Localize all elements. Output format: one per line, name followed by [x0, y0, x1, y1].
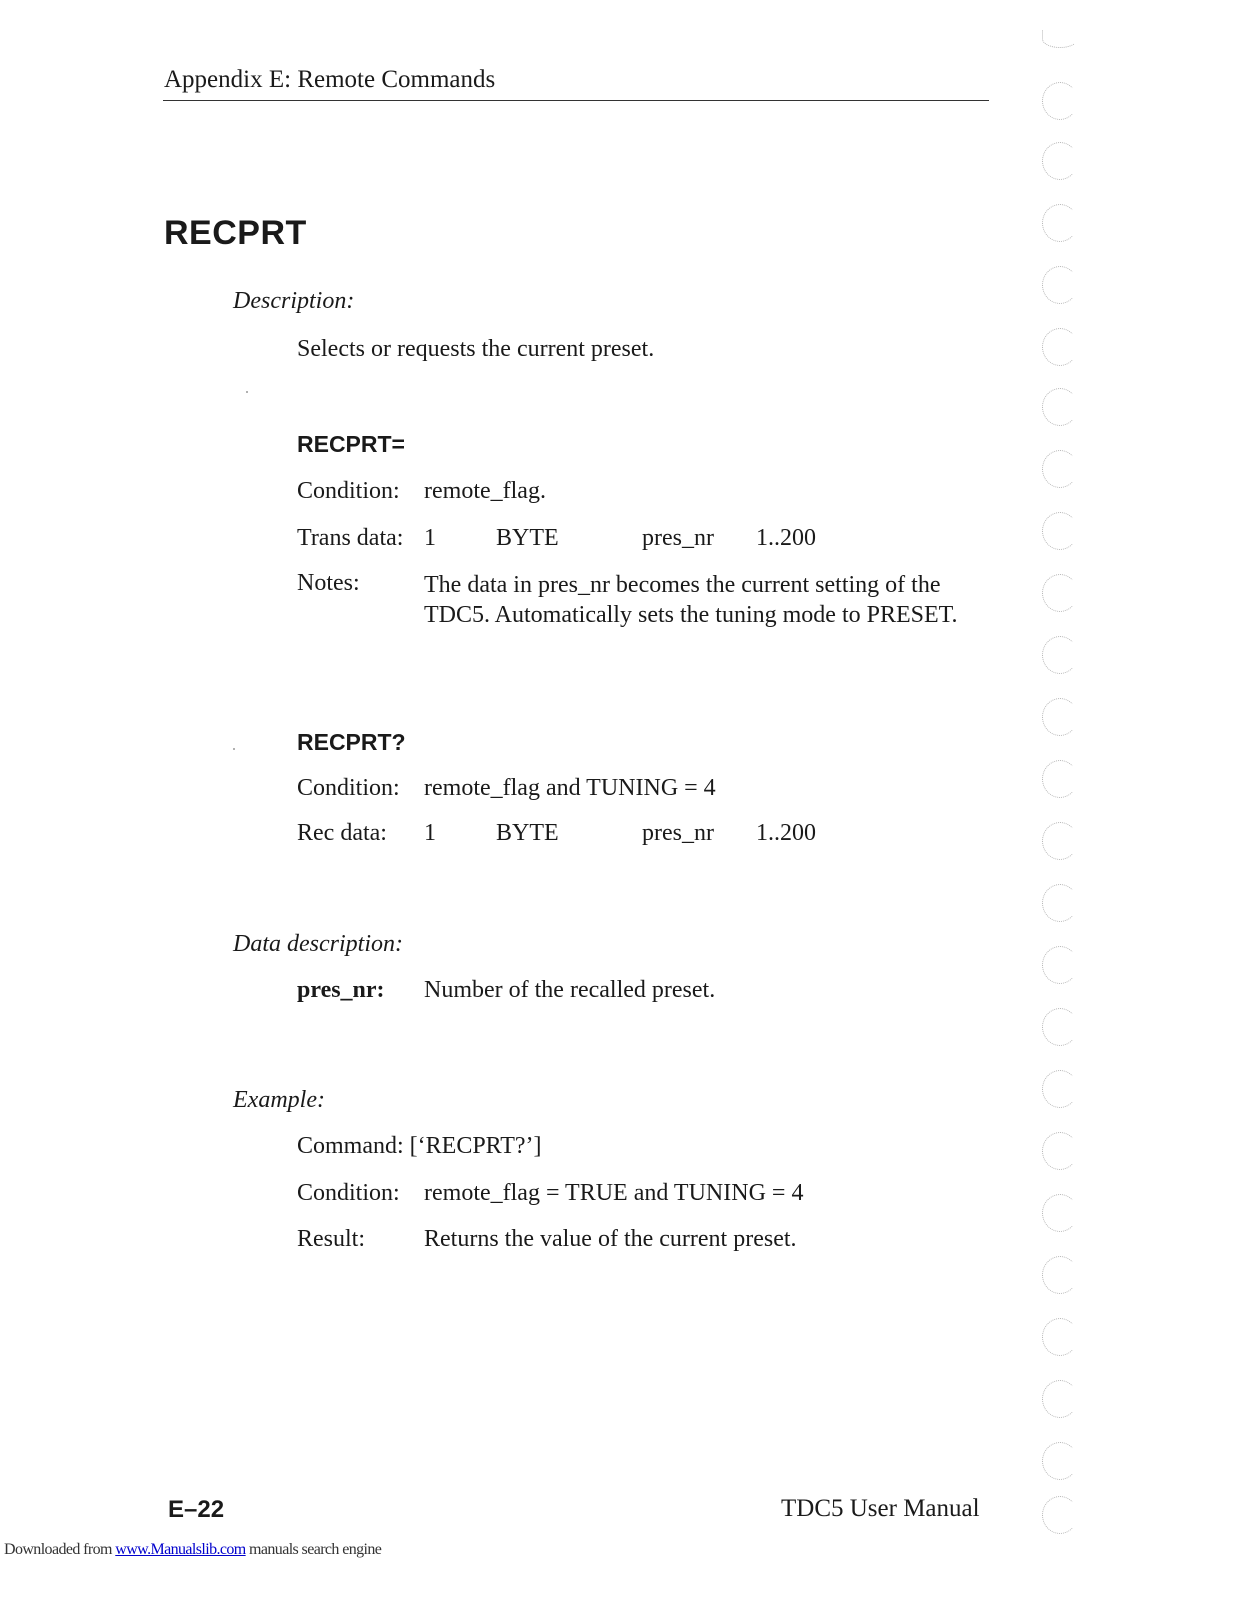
binder-hole: [1042, 30, 1078, 48]
trans-data-type: BYTE: [496, 525, 559, 551]
manualslib-link[interactable]: www.Manualslib.com: [115, 1541, 246, 1558]
scan-speck: [246, 391, 248, 393]
binder-hole: [1042, 328, 1078, 366]
example-command: Command: [‘RECPRT?’]: [297, 1133, 542, 1159]
binder-hole: [1042, 1070, 1078, 1108]
binder-hole: [1042, 698, 1078, 736]
binder-hole: [1042, 1496, 1078, 1534]
scan-speck: [233, 748, 235, 750]
query-condition-value: remote_flag and TUNING = 4: [424, 775, 716, 801]
binder-hole: [1042, 204, 1078, 242]
header-rule: [163, 100, 989, 101]
binder-hole: [1042, 450, 1078, 488]
download-suffix: manuals search engine: [245, 1541, 382, 1558]
binder-hole: [1042, 636, 1078, 674]
binder-hole: [1042, 760, 1078, 798]
data-term: pres_nr:: [297, 977, 385, 1003]
binder-hole: [1042, 388, 1078, 426]
download-prefix: Downloaded from: [4, 1541, 116, 1558]
page-number: E–22: [168, 1496, 225, 1523]
example-condition-label: Condition:: [297, 1180, 400, 1206]
rec-data-type: BYTE: [496, 820, 559, 846]
trans-data-variable: pres_nr: [642, 525, 714, 551]
rec-data-range: 1..200: [756, 820, 816, 846]
binder-hole: [1042, 574, 1078, 612]
description-text: Selects or requests the current preset.: [297, 336, 655, 362]
notes-text: The data in pres_nr becomes the current setting of the TDC5. Automatically sets the tuning mode to PRESET.: [424, 572, 958, 628]
binder-hole: [1042, 1132, 1078, 1170]
query-condition-label: Condition:: [297, 775, 400, 801]
binder-hole: [1042, 822, 1078, 860]
binder-hole: [1042, 884, 1078, 922]
binder-hole: [1042, 1008, 1078, 1046]
example-result-value: Returns the value of the current preset.: [424, 1226, 797, 1252]
query-command-heading: RECPRT?: [297, 729, 406, 755]
binder-hole: [1042, 142, 1078, 180]
binder-hole: [1042, 82, 1078, 120]
notes-label: Notes:: [297, 570, 360, 596]
rec-data-label: Rec data:: [297, 820, 387, 846]
example-result-label: Result:: [297, 1226, 366, 1252]
binder-hole: [1042, 946, 1078, 984]
binder-hole: [1042, 512, 1078, 550]
running-head: Appendix E: Remote Commands: [164, 66, 496, 93]
binder-hole: [1042, 1256, 1078, 1294]
data-description-heading: Data description:: [233, 931, 403, 957]
binder-hole: [1042, 1442, 1078, 1480]
rec-data-variable: pres_nr: [642, 820, 714, 846]
binder-hole: [1042, 266, 1078, 304]
binder-holes: [1030, 30, 1090, 1540]
example-heading: Example:: [233, 1087, 325, 1113]
set-condition-label: Condition:: [297, 478, 400, 504]
data-definition: Number of the recalled preset.: [424, 977, 716, 1003]
rec-data-count: 1: [424, 820, 436, 846]
set-condition-value: remote_flag.: [424, 478, 546, 504]
trans-data-count: 1: [424, 525, 436, 551]
download-note: [4, 1541, 381, 1559]
trans-data-label: Trans data:: [297, 525, 404, 551]
binder-hole: [1042, 1318, 1078, 1356]
binder-hole: [1042, 1194, 1078, 1232]
trans-data-range: 1..200: [756, 525, 816, 551]
binder-hole: [1042, 1380, 1078, 1418]
manual-title: TDC5 User Manual: [781, 1495, 980, 1522]
description-heading: Description:: [233, 288, 355, 314]
example-condition-value: remote_flag = TRUE and TUNING = 4: [424, 1180, 804, 1206]
set-command-heading: RECPRT=: [297, 431, 405, 457]
command-title: RECPRT: [164, 214, 307, 252]
